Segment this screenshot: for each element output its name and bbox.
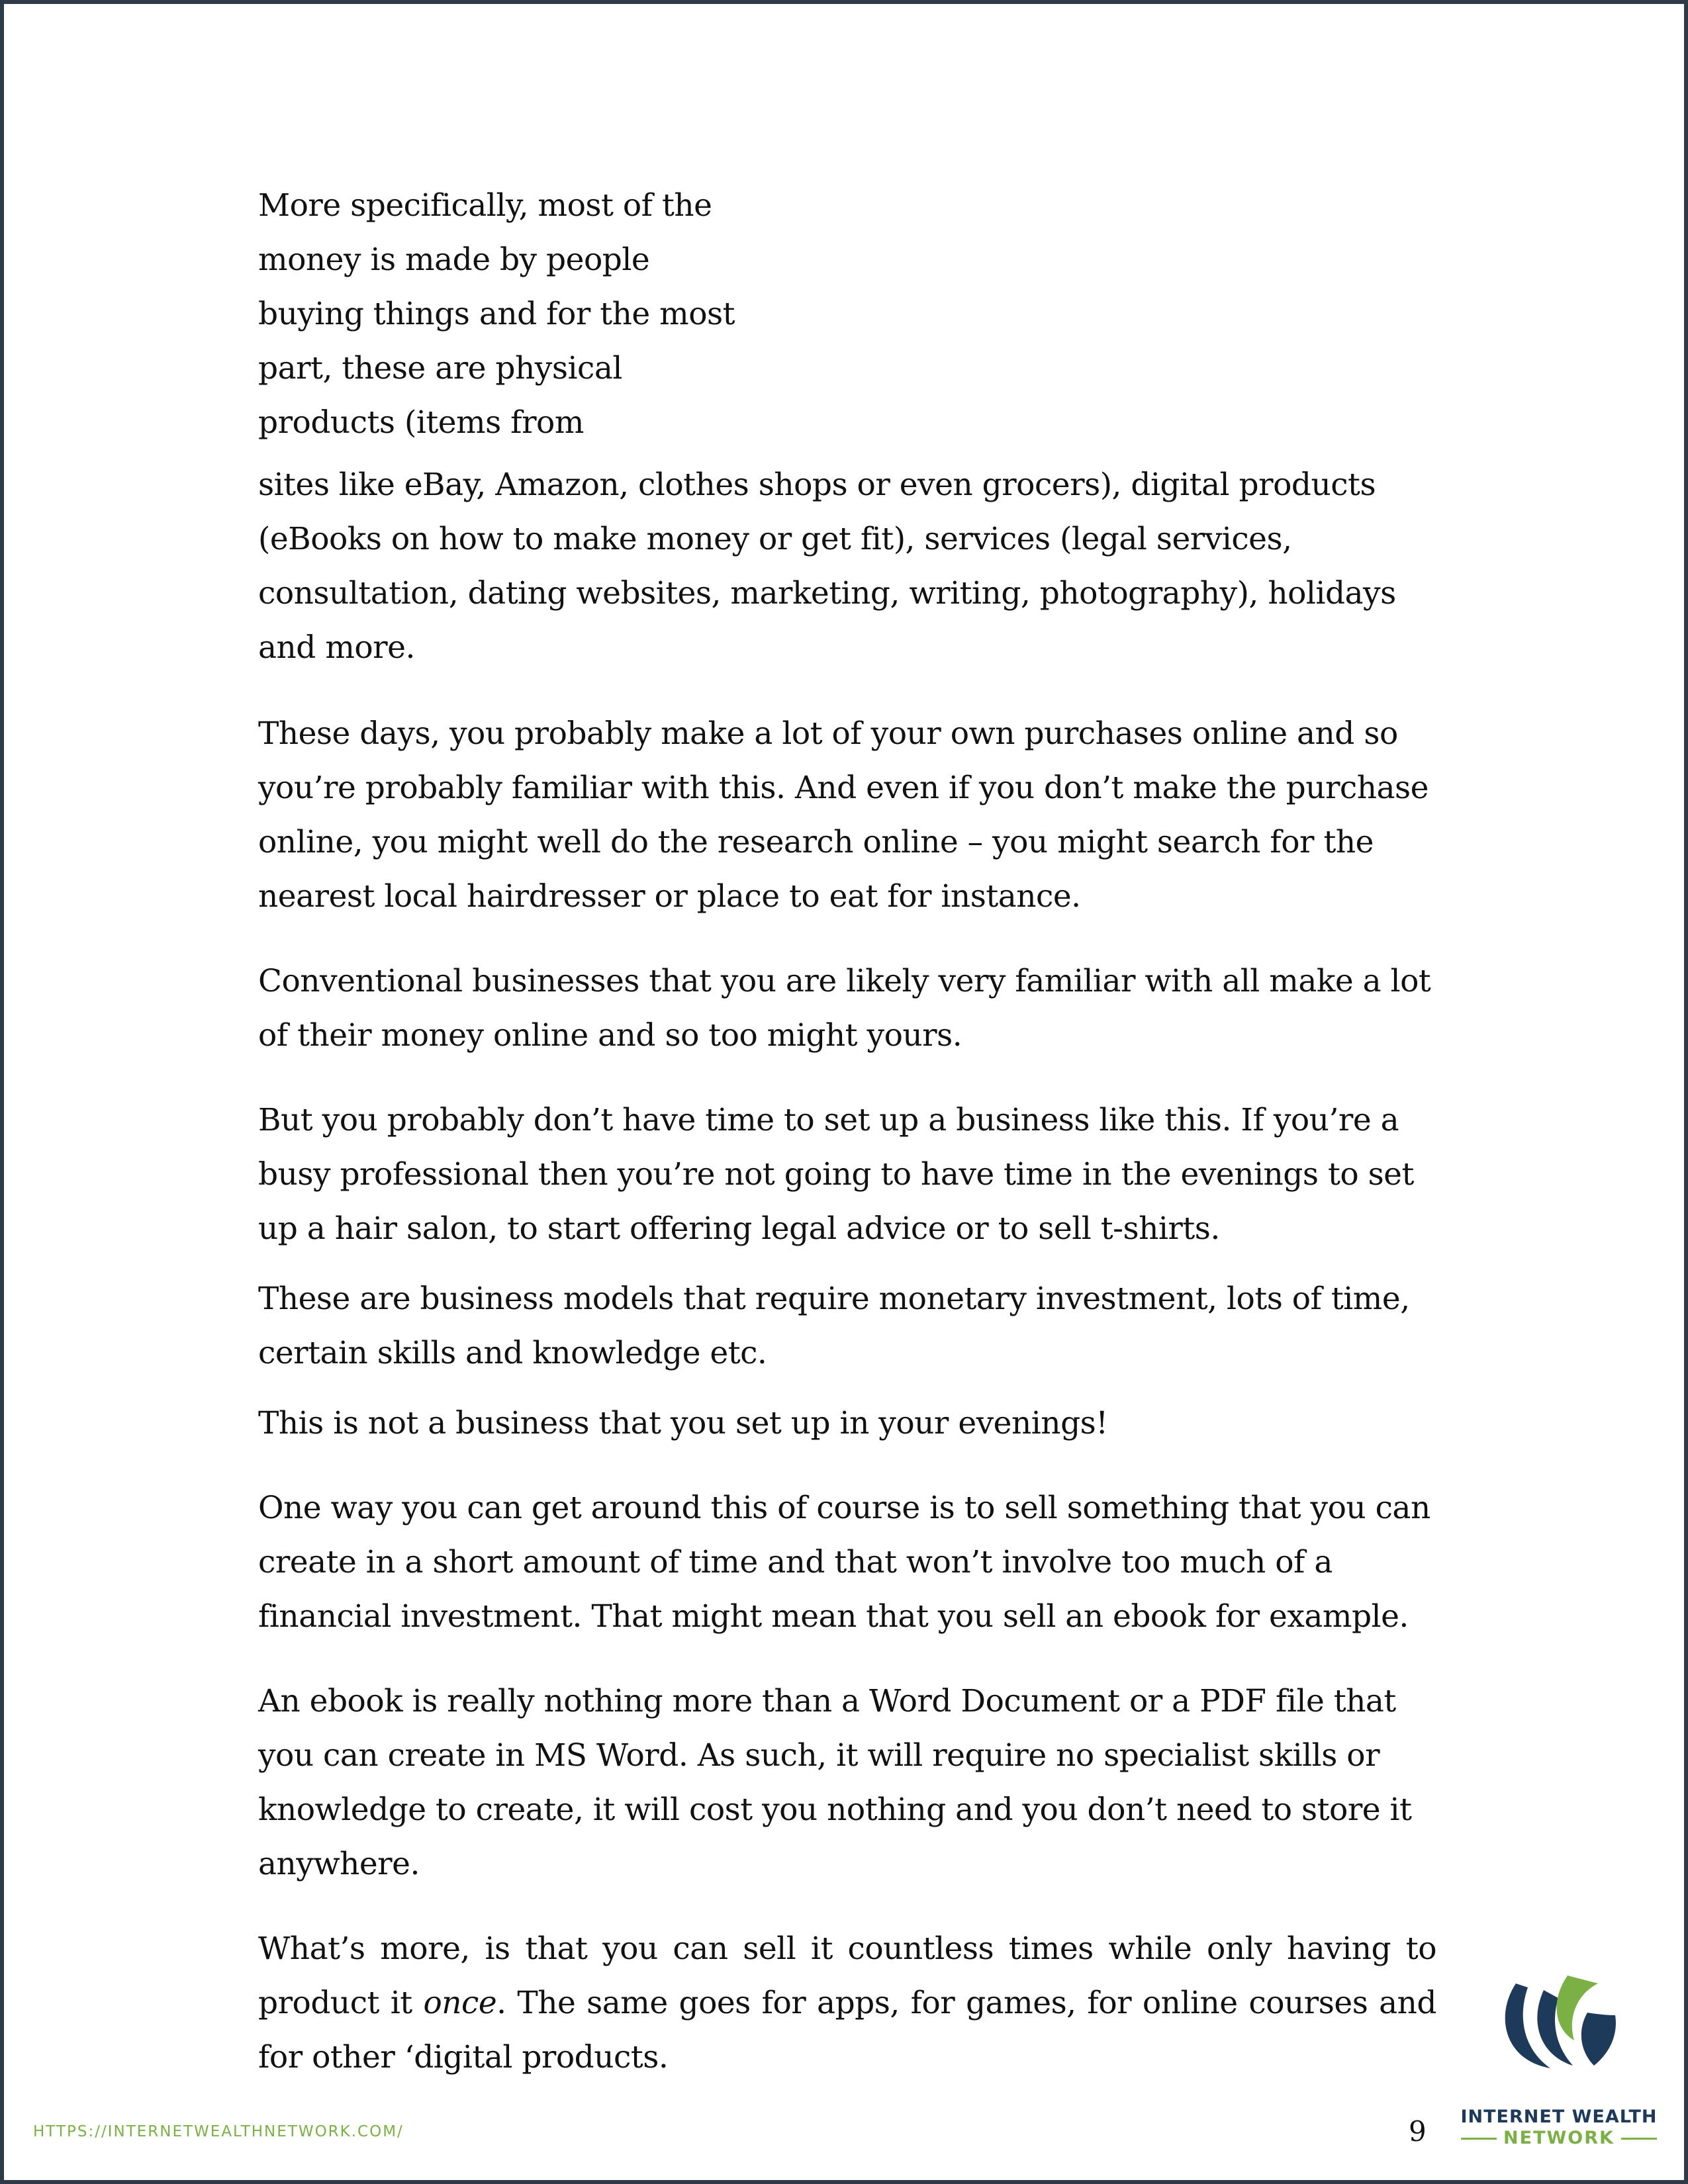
logo-swoosh-icon [1489, 1969, 1622, 2075]
paragraph: These days, you probably make a lot of your own purchases online and so you’re probably familiar with this. And even if you don’t make the purchase online, you might well do the research online – you might search for the nearest local hairdresser or place to eat for instance. [258, 715, 1429, 915]
intro-line: money is made by people [258, 242, 650, 278]
document-body [258, 179, 1436, 2085]
logo-text-primary: INTERNET WEALTH [1460, 2107, 1658, 2127]
footer-url-link[interactable]: HTTPS://INTERNETWEALTHNETWORK.COM/ [33, 2123, 404, 2140]
intro-line: part, these are physical [258, 350, 622, 387]
paragraph [258, 1922, 1436, 2085]
internet-wealth-network-logo [1450, 1969, 1668, 2148]
paragraph: sites like eBay, Amazon, clothes shops or even grocers), digital products (eBooks on how to make money or get fit), services (legal services, consultation, dating websites, marketing, writing, photography), holidays and more. [258, 467, 1396, 666]
emphasis-text: once [423, 1985, 497, 2021]
intro-paragraph [258, 179, 1436, 450]
logo-text-network: NETWORK [1503, 2128, 1615, 2148]
page-number: 9 [1409, 2115, 1427, 2148]
paragraph: But you probably don’t have time to set up a business like this. If you’re a busy professional then you’re not going to have time in the evenings to set up a hair salon, to start offering legal advice or to sell t-shirts. [258, 1102, 1414, 1247]
intro-line: More specifically, most of the [258, 187, 712, 224]
paragraph-text: . The same goes for apps, for games, for online courses and for other ‘digital products. [258, 1985, 1436, 2075]
logo-text-secondary [1450, 2128, 1668, 2148]
paragraph: An ebook is really nothing more than a Word Document or a PDF file that you can create in MS Word. As such, it will require no specialist skills or knowledge to create, it will cost you nothing and you don’t need to store it anywhere. [258, 1683, 1412, 1882]
paragraph: These are business models that require monetary investment, lots of time, certain skills and knowledge etc. [258, 1281, 1410, 1371]
paragraph: One way you can get around this of course is to sell something that you can create in a short amount of time and that won’t involve too much of a financial investment. That might mean that you sell an ebook for example. [258, 1490, 1430, 1635]
logo-rule [1621, 2138, 1657, 2140]
paragraph-text: What’s more, is that you can sell it countless times while only having to product it [258, 1931, 1436, 2021]
paragraph: This is not a business that you set up in your evenings! [258, 1405, 1108, 1441]
intro-line: products (items from [258, 404, 584, 441]
logo-rule [1461, 2138, 1497, 2140]
paragraph: Conventional businesses that you are likely very familiar with all make a lot of their money online and so too might yours. [258, 963, 1431, 1054]
intro-line: buying things and for the most [258, 296, 735, 332]
